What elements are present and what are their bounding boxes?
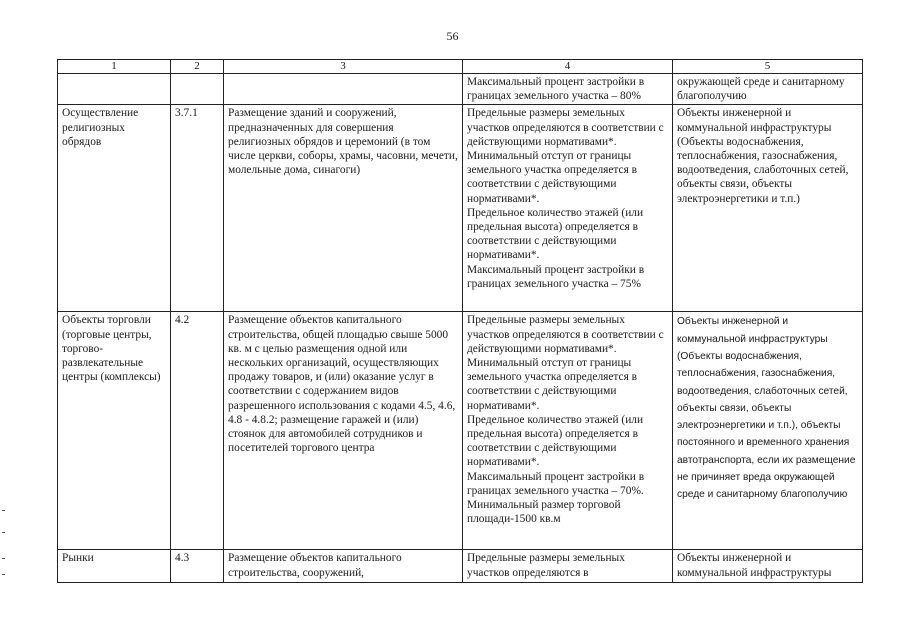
continuation-params-cell: Максимальный процент застройки в границах земельного участка – 80% (463, 74, 673, 105)
use-auxiliary-cell: Объекты инженерной и коммунальной инфраструктуры (Объекты водоснабжения, теплоснабжения, газоснабжения, водоотведения, слаботочных сетей, объекты связи, объекты электроэнергетики и т.п.) (673, 105, 863, 312)
use-params-cell (463, 312, 673, 550)
use-params-cell (463, 550, 673, 583)
use-description-cell: Размещение объектов капитального строительства, сооружений, (224, 550, 463, 583)
continuation-description-cell (224, 74, 463, 105)
use-params-cell (463, 105, 673, 312)
header-row (58, 60, 863, 74)
param-paragraph: Предельное количество этажей (или предельная высота) определяется в соответствии с действующими нормативами*. (467, 413, 644, 469)
use-auxiliary-cell: Объекты инженерной и коммунальной инфраструктуры (673, 550, 863, 583)
header-cell: 5 (673, 60, 863, 74)
scan-mark (2, 574, 5, 575)
use-code-cell: 3.7.1 (171, 105, 224, 312)
param-paragraph: Минимальный отступ от границы земельного участка определяется в соответствии с действующими нормативами*. (467, 150, 638, 205)
page-number: 56 (446, 29, 459, 43)
scan-edge-marks (0, 510, 8, 590)
scan-mark (2, 558, 5, 559)
header-cell: 1 (58, 60, 171, 74)
use-code-cell: 4.2 (171, 312, 224, 550)
param-paragraph: Предельные размеры земельных участков определяются в соответствии с действующими нормативами*. (467, 314, 664, 355)
scan-mark (2, 532, 5, 533)
use-description-cell: Размещение объектов капитального строительства, общей площадью свыше 5000 кв. м с целью размещения одной или нескольких организаций, осуществляющих продажу товаров, и (или) оказание услуг в соответствии с содержанием видов разрешенного использования с кодами 4.5, 4.6, 4.8 - 4.8.2; размещение гаражей и (или) стоянок для автомобилей сотрудников и посетителей торгового центра (224, 312, 463, 550)
table-row (58, 550, 863, 583)
header-cell: 4 (463, 60, 673, 74)
param-paragraph: Максимальный процент застройки в границах земельного участка – 75% (467, 263, 645, 290)
param-paragraph: Минимальный размер торговой площади-1500 кв.м (467, 499, 621, 526)
table-row (58, 312, 863, 550)
use-name-cell: Рынки (58, 550, 171, 583)
param-paragraph: Предельные размеры земельных участков определяются в соответствии с действующими нормативами*. (467, 107, 664, 148)
param-paragraph: Минимальный отступ от границы земельного участка определяется в соответствии с действующими нормативами*. (467, 357, 638, 412)
param-paragraph: Предельное количество этажей (или предельная высота) определяется в соответствии с действующими нормативами*. (467, 206, 644, 262)
continuation-name-cell (58, 74, 171, 105)
continuation-code-cell (171, 74, 224, 105)
use-name-cell: Осуществление религиозных обрядов (58, 105, 171, 312)
use-name-cell: Объекты торговли (торговые центры, торгово-развлекательные центры (комплексы) (58, 312, 171, 550)
land-use-table (57, 59, 863, 583)
header-cell: 2 (171, 60, 224, 74)
use-code-cell: 4.3 (171, 550, 224, 583)
param-paragraph: Предельные размеры земельных участков определяются в (467, 552, 625, 579)
use-auxiliary-cell: Объекты инженерной и коммунальной инфраструктуры (Объекты водоснабжения, теплоснабжения, газоснабжения, водоотведения, слаботочных сетей, объекты связи, объекты электроэнергетики и т.п.), объекты постоянного и временного хранения автотранспорта, если их размещение не причиняет вреда окружающей среде и санитарному благополучию (673, 312, 863, 550)
table-row (58, 105, 863, 312)
header-cell: 3 (224, 60, 463, 74)
param-paragraph: Максимальный процент застройки в границах земельного участка – 70%. (467, 470, 645, 497)
continuation-auxiliary-cell: окружающей среде и санитарному благополучию (673, 74, 863, 105)
continuation-row (58, 74, 863, 105)
scan-mark (2, 510, 5, 511)
use-description-cell: Размещение зданий и сооружений, предназначенных для совершения религиозных обрядов и церемоний (в том числе церкви, соборы, храмы, часовни, мечети, молельные дома, синагоги) (224, 105, 463, 312)
